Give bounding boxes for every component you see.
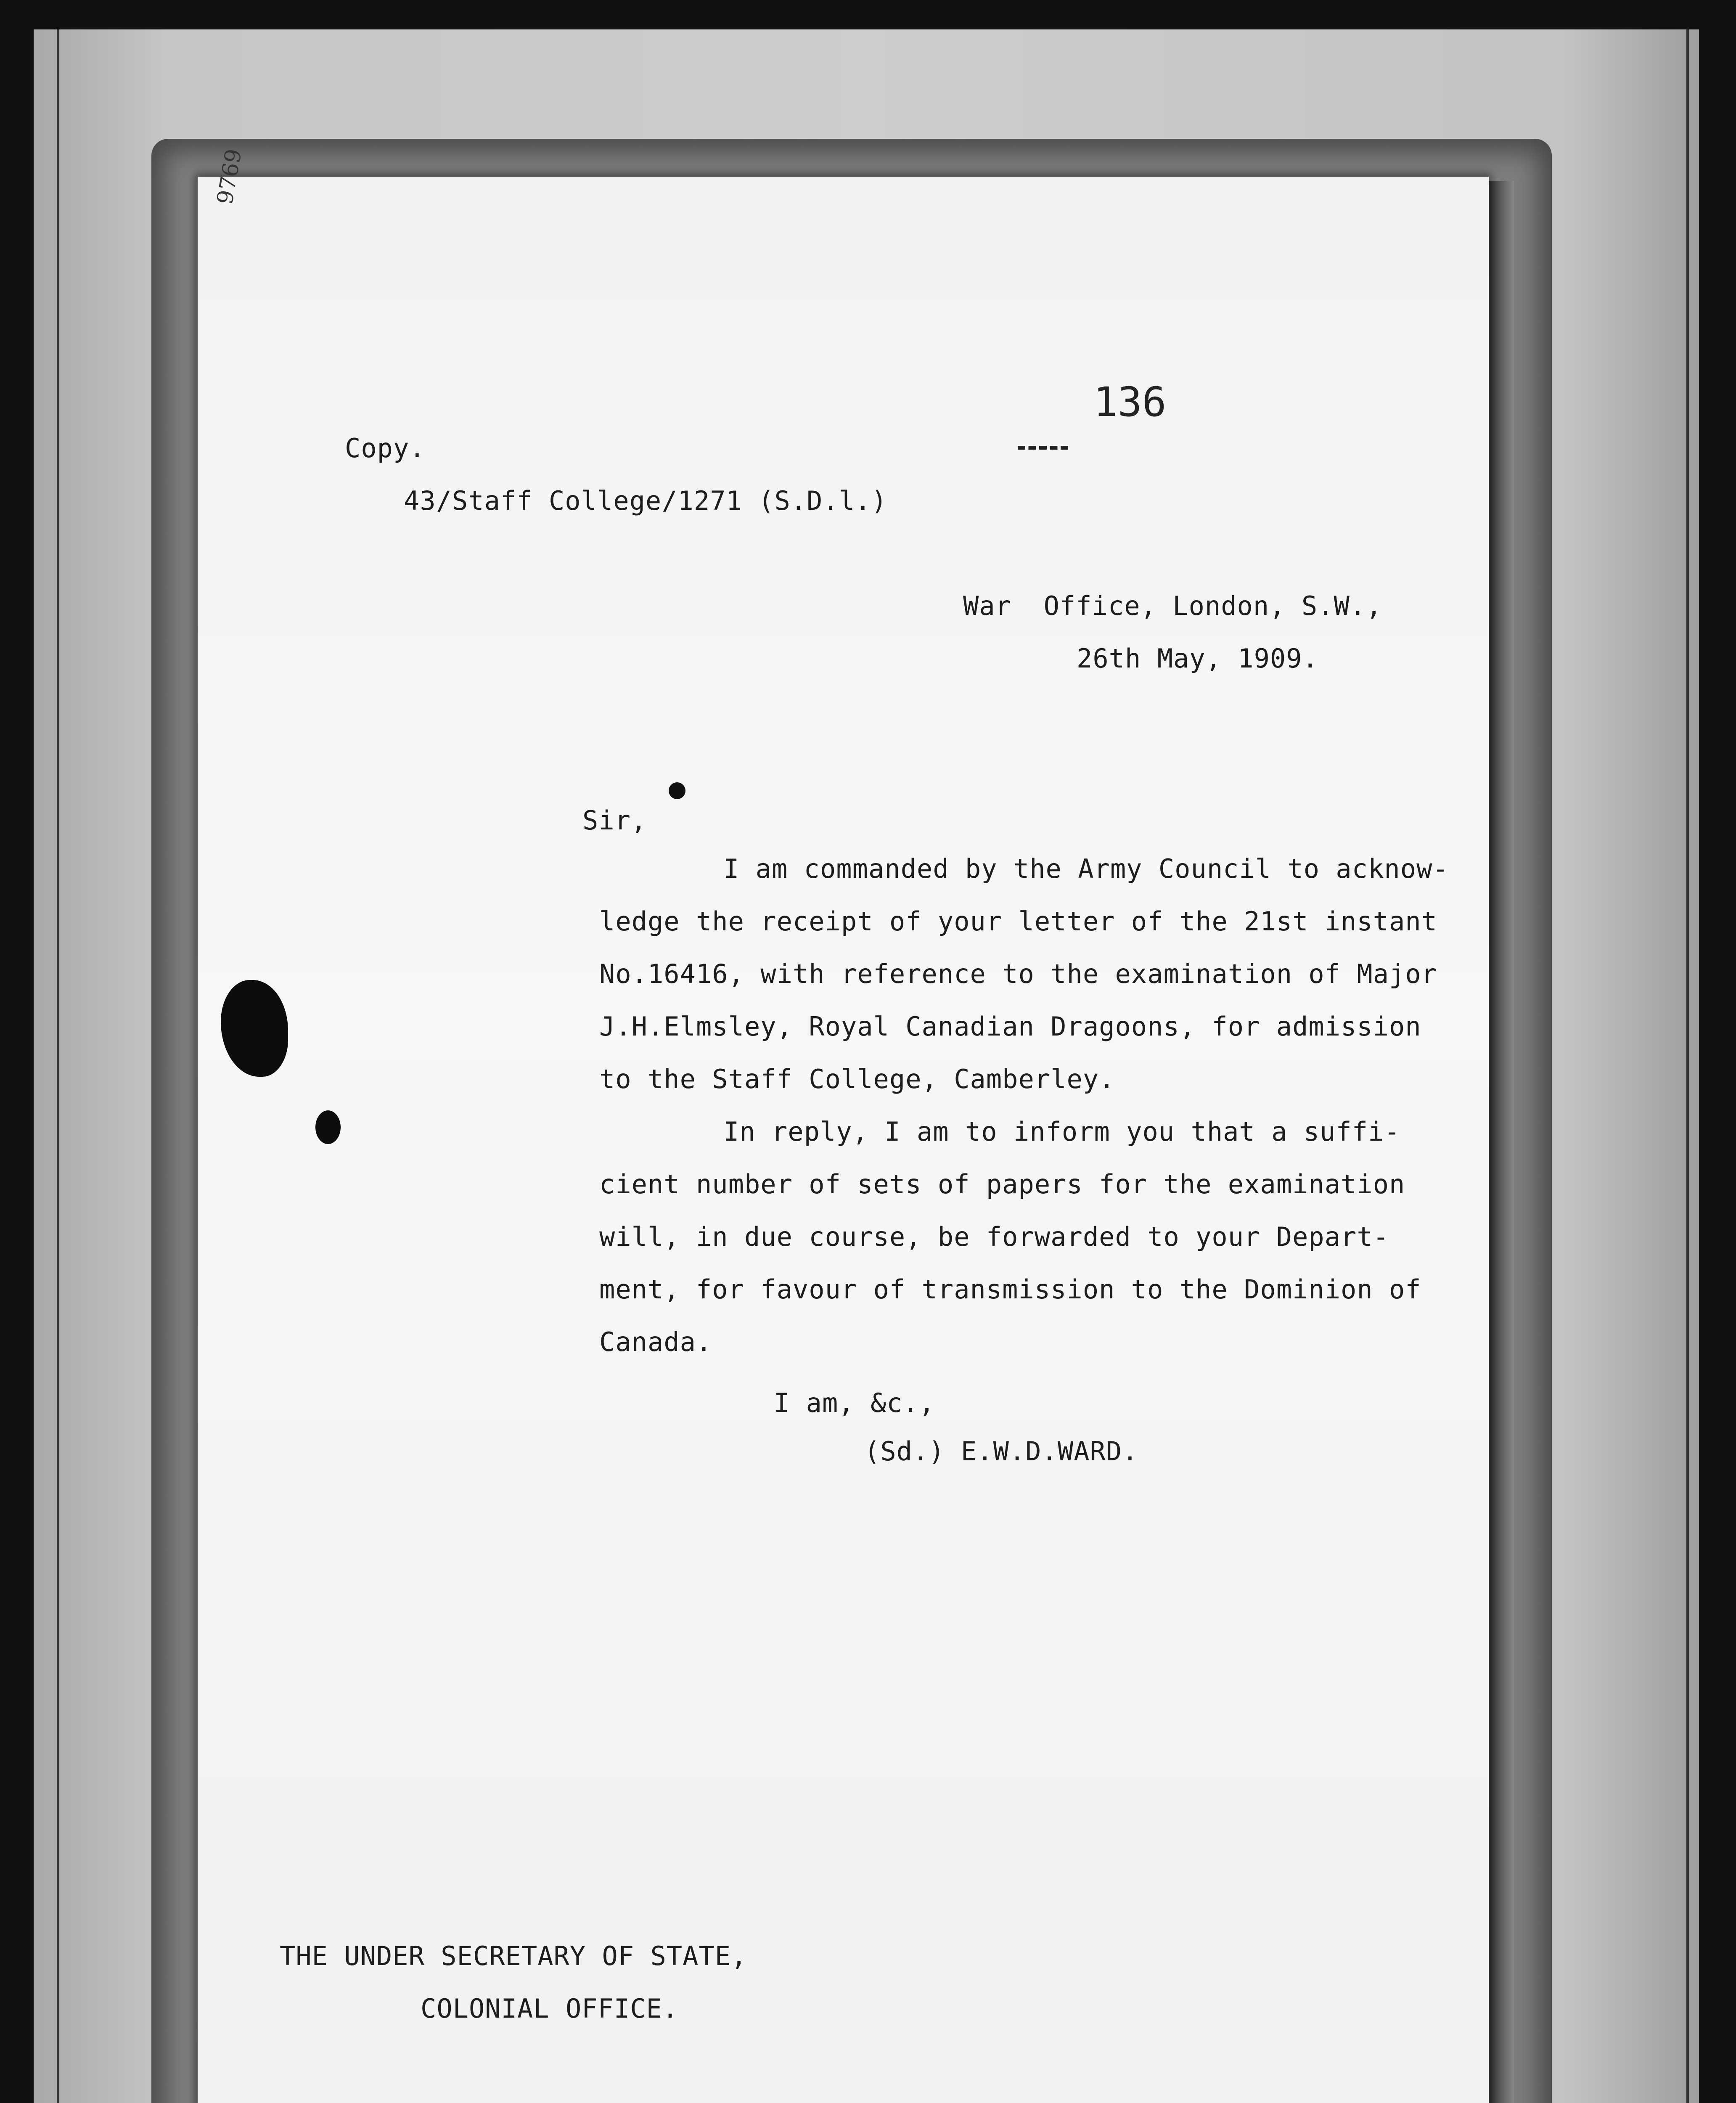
paragraph2-line: Canada.	[599, 1327, 712, 1357]
paragraph2-line: will, in due course, be forwarded to your Depart-	[599, 1221, 1389, 1252]
folio-number: 136	[1093, 379, 1167, 426]
frame-edge-left	[57, 29, 59, 2103]
addressee-line: COLONIAL OFFICE.	[421, 1993, 679, 2024]
margin-note: 9769	[212, 147, 247, 207]
paragraph2-line: cient number of sets of papers for the examination	[599, 1169, 1405, 1200]
sender-address: War Office, London, S.W.,	[963, 591, 1382, 621]
frame-edge-right	[1686, 29, 1689, 2103]
paragraph1-line: No.16416, with reference to the examination of Major	[599, 959, 1438, 989]
ink-blot	[315, 1110, 341, 1144]
copy-label: Copy.	[345, 433, 426, 464]
reference-number: 43/Staff College/1271 (S.D.l.)	[404, 485, 887, 516]
ink-spot	[669, 782, 685, 799]
addressee-line: THE UNDER SECRETARY OF STATE,	[280, 1941, 747, 1971]
letter-date: 26th May, 1909.	[1077, 643, 1318, 674]
salutation: Sir,	[582, 805, 647, 836]
paragraph1-line: J.H.Elmsley, Royal Canadian Dragoons, for admission	[599, 1011, 1421, 1042]
sheet-shadow	[1489, 181, 1514, 2103]
paragraph2-line: In reply, I am to inform you that a suffi-	[723, 1116, 1400, 1147]
closing: I am, &c.,	[774, 1388, 935, 1418]
paragraph2-line: ment, for favour of transmission to the Dominion of	[599, 1274, 1421, 1305]
paragraph1-line: ledge the receipt of your letter of the 21st instant	[599, 906, 1438, 937]
paragraph1-line: to the Staff College, Camberley.	[599, 1064, 1115, 1094]
signature: (Sd.) E.W.D.WARD.	[864, 1436, 1138, 1467]
folio-dashes	[1018, 446, 1068, 454]
paragraph1-line: I am commanded by the Army Council to acknow-	[723, 853, 1449, 884]
